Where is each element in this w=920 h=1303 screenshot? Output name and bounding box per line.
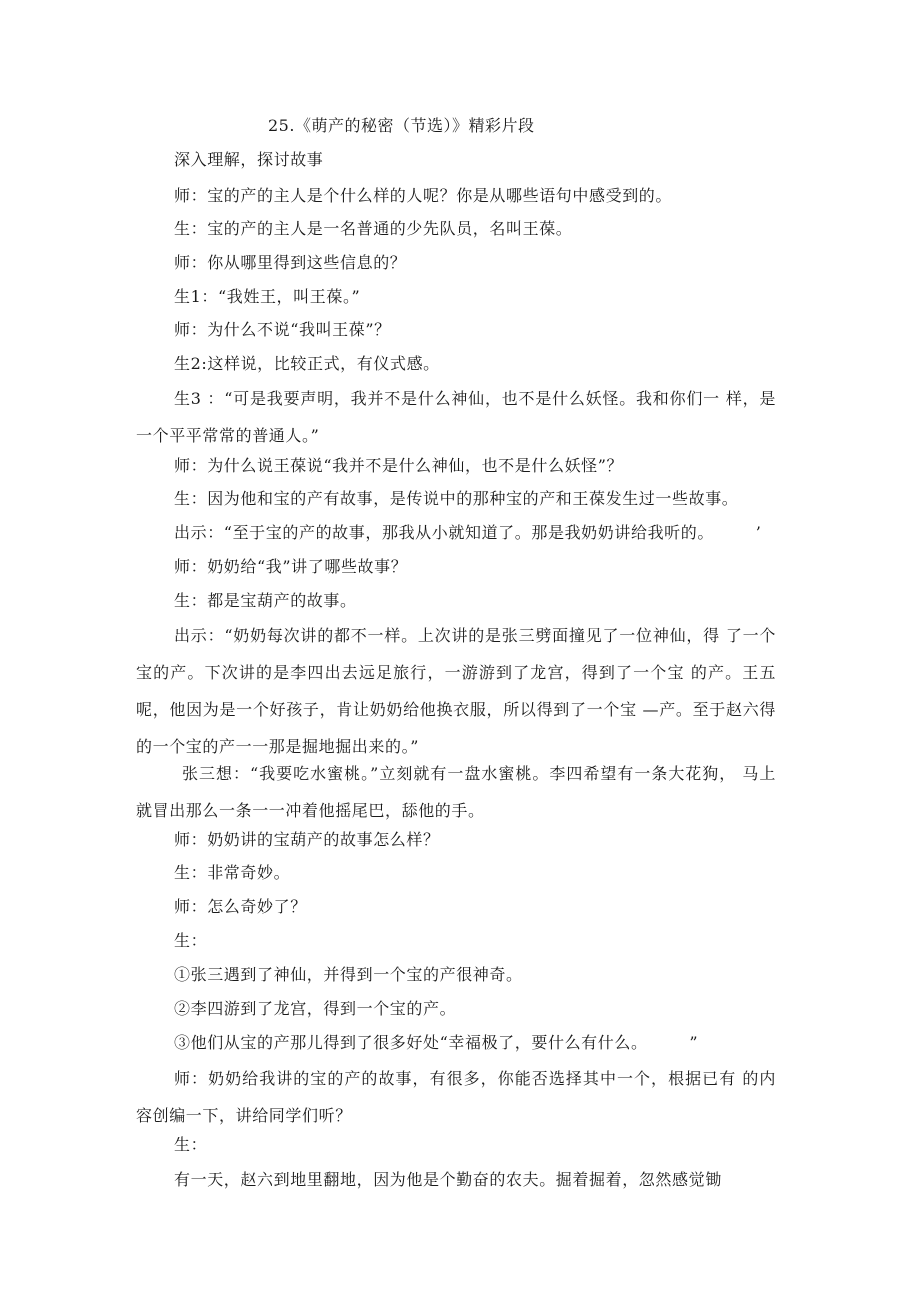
section-heading: 深入理解，探讨故事 [174,150,324,169]
dialogue-line: 师：你从哪里得到这些信息的？ [174,253,407,272]
dialogue-line: 生1：“我姓王，叫王葆。” [174,287,361,306]
dialogue-line: 师：为什么不说“我叫王葆”？ [174,320,391,339]
list-item: ②李四游到了龙宫，得到一个宝的产。 [174,999,457,1018]
dialogue-line: 生：因为他和宝的产有故事，是传说中的那种宝的产和王葆发生过一些故事。 [174,489,739,508]
dialogue-paragraph: 生3 ：“可是我要声明，我并不是什么神仙，也不是什么妖怪。我和你们一 样，是一个平平常常的普通人。” [136,389,776,445]
quote-line: 出示：“至于宝的产的故事，那我从小就知道了。那是我奶奶讲给我听的。 ’ [174,523,762,542]
page-title: 25.《萌产的秘密（节选）》精彩片段 [268,116,535,135]
dialogue-line: 生2:这样说，比较正式，有仪式感。 [174,354,440,373]
dialogue-line: 生： [174,1135,208,1154]
quote-paragraph: 出示：“奶奶每次讲的都不一样。上次讲的是张三劈面撞见了一位神仙，得 了一个宝的产。下次讲的是李四出去远足旅行，一游游到了龙宫，得到了一个宝 的产。王五呢，他因为是一个好孩子，肯让奶奶给他换衣服，所以得到了一个宝 —产。至于赵六得的一个宝的产一一那是掘地掘出来的。” [136,626,776,756]
dialogue-line: 师：奶奶给“我”讲了哪些故事？ [174,557,408,576]
dialogue-line: 生：宝的产的主人是一名普通的少先队员，名叫王葆。 [174,219,573,238]
dialogue-line: 师：怎么奇妙了？ [174,897,307,916]
dialogue-paragraph: 师：奶奶给我讲的宝的产的故事，有很多，你能否选择其中一个，根据已有 的内容创编一下，讲给同学们听？ [136,1069,776,1125]
list-item: ①张三遇到了神仙，并得到一个宝的产很神奇。 [174,965,523,984]
story-line: 有一天，赵六到地里翻地，因为他是个勤奋的农夫。掘着掘着，忽然感觉锄 [174,1170,722,1189]
dialogue-line: 生： [174,931,208,950]
dialogue-line: 师：为什么说王葆说“我并不是什么神仙，也不是什么妖怪”？ [174,456,624,475]
dialogue-line: 生：都是宝葫产的故事。 [174,591,357,610]
story-paragraph: 张三想：“我要吃水蜜桃。”立刻就有一盘水蜜桃。李四希望有一条大花狗， 马上就冒出那么一条一一冲着他摇尾巴，舔他的手。 [136,764,776,820]
list-item: ③他们从宝的产那儿得到了很多好处“幸福极了，要什么有什么。 ” [174,1033,699,1052]
dialogue-line: 师：奶奶讲的宝葫产的故事怎么样？ [174,830,440,849]
dialogue-line: 师：宝的产的主人是个什么样的人呢？你是从哪些语句中感受到的。 [174,186,673,205]
dialogue-line: 生：非常奇妙。 [174,863,291,882]
